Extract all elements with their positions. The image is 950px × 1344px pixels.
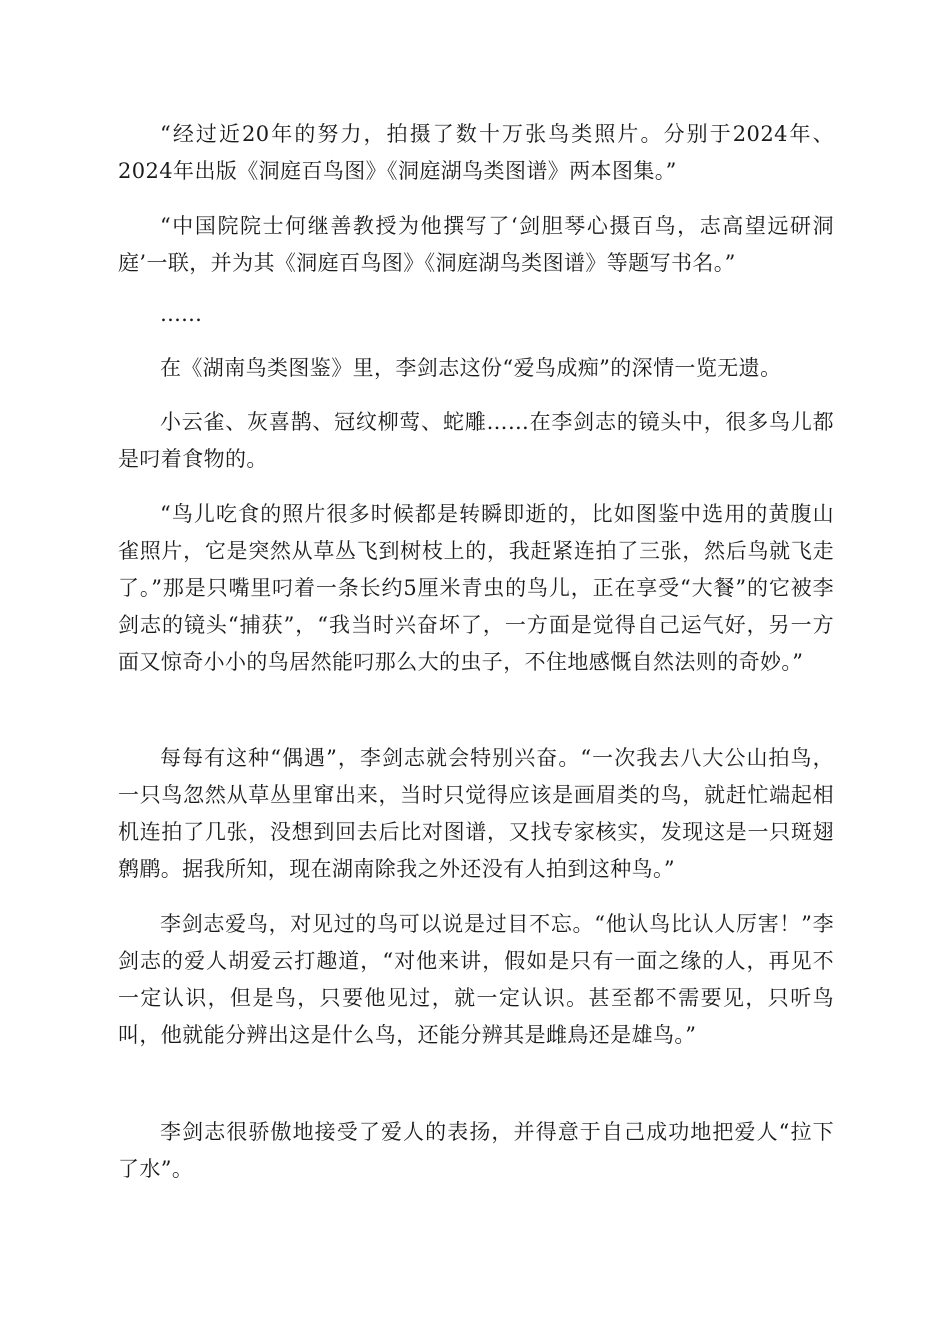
paragraph-hunan-bird-atlas: 在《湖南鸟类图鉴》里，李剑志这份“爱鸟成痴”的深情一览无遗。 (160, 356, 782, 380)
paragraph-proud-husband: 李剑志很骄傲地接受了爱人的表扬，并得意于自己成功地把爱人“拉下了水”。 (118, 1120, 834, 1181)
paragraph-academician-couplet: “中国院院士何继善教授为他撰写了‘剑胆琴心摄百鸟，志高望远研洞庭’一联，并为其《洞庭百鸟图》《洞庭湖鸟类图谱》等题写书名。” (118, 214, 834, 275)
paragraph-photo-achievements: “经过近20年的努力，拍摄了数十万张鸟类照片。分别于2024年、2024年出版《洞庭百鸟图》《洞庭湖鸟类图谱》两本图集。” (118, 122, 834, 183)
paragraph-birds-with-food: 小云雀、灰喜鹊、冠纹柳莺、蛇雕……在李剑志的镜头中，很多鸟儿都是叼着食物的。 (118, 410, 834, 471)
ellipsis-separator: …… (160, 302, 202, 326)
paragraph-chance-encounter: 每每有这种“偶遇”，李剑志就会特别兴奋。“一次我去八大公山拍鸟，一只鸟忽然从草丛里窜出来，当时只觉得应该是画眉类的鸟，就赶忙端起相机连拍了几张，没想到回去后比对图谱，又找专家核实，发现这是一只斑翅鹩鹛。据我所知，现在湖南除我之外还没有人拍到这种鸟。” (118, 746, 834, 881)
paragraph-yellow-bellied-tit: “鸟儿吃食的照片很多时候都是转瞬即逝的，比如图鉴中选用的黄腹山雀照片，它是突然从草丛飞到树枝上的，我赶紧连拍了三张，然后鸟就飞走了。”那是只嘴里叼着一条长约5厘米青虫的鸟儿，正在享受“大餐”的它被李剑志的镜头“捕获”，“我当时兴奋坏了，一方面是觉得自己运气好，另一方面又惊奇小小的鸟居然能叼那么大的虫子，不住地感慨自然法则的奇妙。” (118, 502, 834, 674)
paragraph-recognizes-birds: 李剑志爱鸟，对见过的鸟可以说是过目不忘。“他认鸟比认人厉害！”李剑志的爱人胡爱云打趣道，“对他来讲，假如是只有一面之缘的人，再见不一定认识，但是鸟，只要他见过，就一定认识。甚至都不需要见，只听鸟叫，他就能分辨出这是什么鸟，还能分辨其是雌鳥还是雄鸟。” (118, 912, 834, 1047)
